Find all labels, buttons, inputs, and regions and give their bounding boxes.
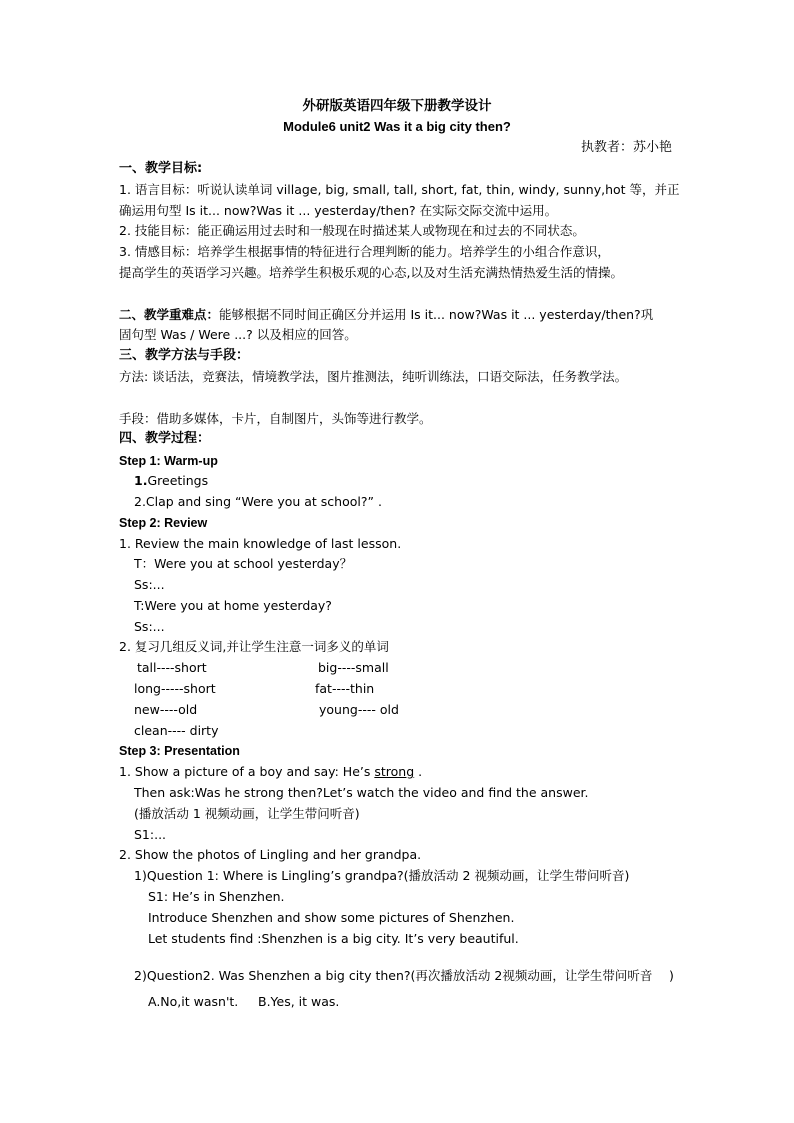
keypoints-line-2: 固句型 Was / Were ...? 以及相应的回答。 bbox=[119, 327, 357, 342]
teacher-name: 执教者：苏小艳 bbox=[580, 140, 672, 155]
step1-item1-number: 1. bbox=[134, 473, 148, 488]
objective-skill: 2. 技能目标：能正确运用过去时和一般现在时描述某人或物现在和过去的不同状态。 bbox=[119, 223, 585, 238]
step2-item2: 2. 复习几组反义词,并让学生注意一词多义的单词 bbox=[119, 639, 389, 654]
methods-list: 方法: 谈话法，竞赛法，情境教学法，图片推测法，纯听训练法，口语交际法，任务教学法。 bbox=[119, 369, 628, 384]
step1-item2: 2.Clap and sing “Were you at school?” . bbox=[134, 494, 382, 509]
keypoints-line-1 bbox=[119, 306, 653, 324]
objective-language-1: 1. 语言目标：听说认读单词 village, big, small, tall, short, fat, thin, windy, sunny,hot 等，并正 bbox=[119, 182, 680, 197]
step2-teacher-line-1: T：Were you at school yesterday？ bbox=[134, 556, 353, 571]
antonym-pair-right: fat----thin bbox=[315, 681, 375, 696]
process-heading: 四、教学过程： bbox=[119, 431, 211, 446]
step3-item1-text: 1. Show a picture of a boy and say: He’s bbox=[119, 764, 375, 779]
question-2-close-paren: ) bbox=[669, 968, 674, 983]
antonym-pair-left: tall----short bbox=[137, 660, 207, 675]
step2-teacher-line-2: T:Were you at home yesterday? bbox=[134, 598, 332, 613]
doc-subtitle: Module6 unit2 Was it a big city then? bbox=[283, 119, 511, 134]
methods-heading: 三、教学方法与手段： bbox=[119, 348, 250, 363]
step3-item1-answer: S1:... bbox=[134, 827, 167, 842]
question-1-answer: S1: He’s in Shenzhen. bbox=[148, 889, 285, 904]
step3-item1-end: . bbox=[414, 764, 423, 779]
means-list: 手段：借助多媒体，卡片，自制图片，头饰等进行教学。 bbox=[119, 411, 432, 426]
question-1-introduce: Introduce Shenzhen and show some pictures of Shenzhen. bbox=[148, 910, 515, 925]
question-1: 1)Question 1: Where is Lingling’s grandpa?(播放活动 2 视频动画，让学生带问听音) bbox=[134, 868, 630, 883]
step2-students-line-2: Ss:... bbox=[134, 619, 165, 634]
question-1-find: Let students find :Shenzhen is a big city. It’s very beautiful. bbox=[148, 931, 519, 946]
option-b: B.Yes, it was. bbox=[258, 994, 340, 1009]
step1-title: Step 1: Warm-up bbox=[119, 454, 218, 468]
antonym-pair-left: clean---- dirty bbox=[134, 723, 219, 738]
step3-item1 bbox=[119, 763, 422, 781]
objective-emotion-1: 3. 情感目标：培养学生根据事情的特征进行合理判断的能力。培养学生的小组合作意识， bbox=[119, 244, 610, 259]
antonym-pair-right: big----small bbox=[318, 660, 389, 675]
question-2: 2)Question2. Was Shenzhen a big city then?(再次播放活动 2视频动画，让学生带问听音 bbox=[134, 968, 653, 983]
doc-title: 外研版英语四年级下册教学设计 bbox=[302, 98, 492, 114]
step2-item1: 1. Review the main knowledge of last lesson. bbox=[119, 536, 402, 551]
step3-title: Step 3: Presentation bbox=[119, 744, 240, 758]
step3-item2: 2. Show the photos of Lingling and her grandpa. bbox=[119, 847, 422, 862]
objectives-heading: 一、教学目标: bbox=[119, 161, 203, 176]
step3-item1-note: (播放活动 1 视频动画，让学生带问听音) bbox=[134, 806, 360, 821]
step2-title: Step 2: Review bbox=[119, 516, 208, 530]
keypoints-heading: 二、教学重难点： bbox=[119, 307, 220, 322]
step1-item1-text: Greetings bbox=[147, 473, 209, 488]
step1-item1 bbox=[134, 472, 208, 490]
step3-item1-question: Then ask:Was he strong then?Let’s watch the video and find the answer. bbox=[134, 785, 589, 800]
objective-language-2: 确运用句型 Is it... now?Was it ... yesterday/then? 在实际交际交流中运用。 bbox=[119, 203, 558, 218]
underlined-word: strong bbox=[374, 764, 415, 779]
option-a: A.No,it wasn't. bbox=[148, 994, 239, 1009]
objective-emotion-2: 提高学生的英语学习兴趣。培养学生积极乐观的心态,以及对生活充满热情热爱生活的情操。 bbox=[119, 265, 623, 280]
antonym-pair-left: new----old bbox=[134, 702, 198, 717]
keypoints-text-1: 能够根据不同时间正确区分并运用 Is it... now?Was it ... yesterday/then?巩 bbox=[219, 307, 654, 322]
antonym-pair-right: young---- old bbox=[319, 702, 399, 717]
step2-students-line-1: Ss:... bbox=[134, 577, 165, 592]
antonym-pair-left: long-----short bbox=[134, 681, 216, 696]
